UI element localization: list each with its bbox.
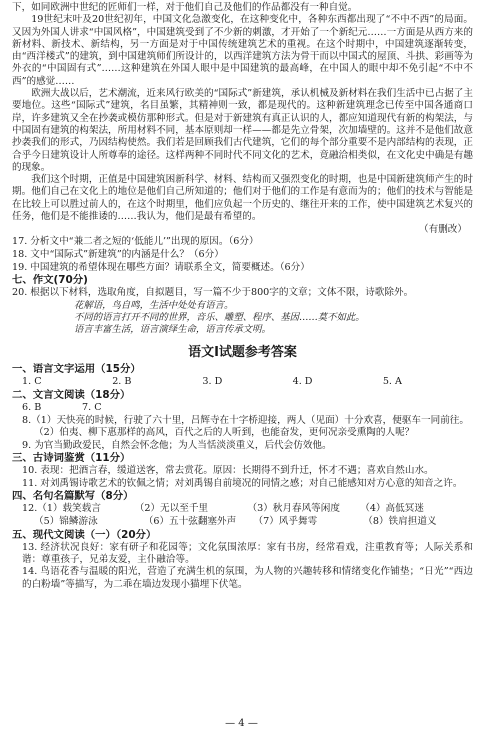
prompt-line: 不同的语言打开不同的世界，音乐、雕塑、程序、基因……莫不如此。 <box>74 311 365 323</box>
answer-item: （5）锦鳞游泳 <box>34 515 98 527</box>
section-heading-poetry: 三、古诗词鉴赏（11分） <box>12 452 131 465</box>
answer-row <box>22 503 473 516</box>
answer-item: （2）无以至千里 <box>134 502 209 514</box>
passage-paragraph: 19世纪末叶及20世纪初年，中国文化急激变化，在这种变化中，各种东西都出现了“不中不西”的局面。又因为外国人讲求“中国风格”，中国建筑受到了不少新的刺激，才开始了一个新纪元……一方面是从西方来的新材料、新技术、新结构，另一方面是对于中国传统建筑艺术的重视。在这个时期中，中国建筑逐渐转变，由“西洋楼式”的建筑，到中国建筑师们所设计的，以西洋建筑方法为骨干而以中国式的屋顶、斗拱、彩画等为外衣的“中国固有式”……这种建筑在外国人眼中是中国建筑的最高峰，在中国人的眼中却不免引起“不中不西”的感觉…… <box>12 14 473 87</box>
section-heading-classical: 二、文言文阅读（18分） <box>12 389 131 402</box>
section-heading-language: 一、语言文字运用（15分） <box>12 363 141 376</box>
passage-paragraph: 欧洲大战以后，艺术潮流，近来风行欧美的“国际式”新建筑，承认机械及新材料在我们生活中已占据了主要地位。这些“国际式”建筑，名目虽繁，其精神则一致，都是现代的。这种新建筑理念已传至中国各通商口岸，许多建筑又全在抄袭或模仿那种形式。但是对于新建筑有真正认识的人，都应知道现代有新的构架法，与中国固有建筑的构架法，所用材料不同，基本原则却一样——都是先立骨架，次加墙壁的。这并不是他们故意抄袭我们的形式，乃因结构使然。我们若是回顾我们古代建筑，它们的每个部分重要不是内部结构的表现，正合乎今日建筑设计人所尊奉的途径。这样两种不同时代不同文化的艺术，竟融洽相类似，在文化史中确是有趣的现象。 <box>12 88 473 173</box>
section-heading-essay: 七、作文(70分) <box>12 274 88 287</box>
answer-row <box>34 516 473 529</box>
answer-item: （6）五十弦翻塞外声 <box>143 515 237 527</box>
passage-paragraph: 下，如同欧洲中世纪的匠师们一样，对于他们自己及他们的作品都没有一种自觉。 <box>12 2 358 13</box>
answer-row <box>22 402 142 415</box>
answer-11: 11. 对刘禹锡诗歌艺术的钦佩之情；对刘禹锡自前境况的同情之感；对自己能感知对方心意的知音之许。 <box>22 477 463 489</box>
answer-8-2: （2）伯夷、柳下惠那样的高风，百代之后的人听到，也能奋发，更何况亲受熏陶的人呢？ <box>34 427 415 439</box>
answer-item: 2. B <box>112 376 132 388</box>
answer-row <box>22 376 473 389</box>
answer-item: 1. C <box>22 376 42 388</box>
answer-item: （7）风乎舞雩 <box>253 515 318 527</box>
answer-13: 13. 经济状况良好：家有研子和花园等；文化氛围浓厚：家有书房，经常看戏，注重教育等；人际关系和谐：尊重孩子，兄弟友爱，主仆融洽等。 <box>22 541 473 565</box>
answer-item: 4. D <box>292 376 313 388</box>
answer-item: 7. C <box>82 402 102 414</box>
page-number: — 4 — <box>225 718 258 729</box>
question-17: 17. 分析文中“兼二者之短的‘低能儿’”出现的原因。（6分） <box>12 236 259 248</box>
answer-item: 12.（1）载笑载言 <box>22 502 101 514</box>
passage-paragraph: 我们这个时期，正值是中国建筑困新科学、材料、结构而又强烈变化的时期，也是中国新建筑师产生的时期。他们自己在文化上的地位是他们自己所知道的；他们对于他们的工作是有意而为的；他们的技术与智能是在比较上可以胜过前人的，在这个时期里，他们应负起一个历史的、继往开来的工作，使中国建筑艺术复兴的任务，他们是不能推诿的……我认为，他们是最有希望的。 <box>12 174 473 223</box>
section-heading-modern-reading: 五、现代文阅读（一）（20分） <box>12 528 157 541</box>
answer-8-1: 8.（1）天快亮的时候，行驶了六十里，吕辉寺在十字桥迎接，两人（见面）十分欢喜，便驱车一同前往。 <box>22 414 469 426</box>
prompt-line: 语言丰富生活，语言演绎生命，语言传承文明。 <box>74 324 271 336</box>
prompt-line: 花解语，鸟自鸣，生活中处处有语言。 <box>74 299 234 311</box>
question-20: 20. 根据以下材料，选取角度，自拟题目，写一篇不少于800字的文章；文体不限，诗歌除外。 <box>12 287 414 299</box>
answer-item: （4）高低冥迷 <box>360 502 424 514</box>
question-19: 19. 中国建筑的希望体现在哪些方面？请联系全文，简要概述。（6分） <box>12 261 310 273</box>
answer-item: 3. D <box>202 376 223 388</box>
answer-item: （3）秋月春风等闲度 <box>247 502 340 514</box>
answer-key-title: 语文Ⅰ试题参考答案 <box>188 345 297 361</box>
answer-14: 14. 鸟语花香与温暖的阳光，营造了充满生机的氛围，为人物的兴趣转移和情绪变化作铺垫；“日光”“西边的白粉墙”等描写，为二乖在墙边发现小猫埋下伏笔。 <box>22 566 473 590</box>
answer-9: 9. 为官当勤政爱民，自然会怀念他；为人当恬淡淡重义，后代会仿效他。 <box>22 439 332 451</box>
answer-item: 5. A <box>382 376 402 388</box>
source-note: （有删改） <box>419 224 467 236</box>
section-heading-dictation: 四、名句名篇默写（8分） <box>12 489 134 502</box>
answer-item: （8）铁肩担道义 <box>363 515 437 527</box>
answer-10: 10. 表现：把酒言春，缓道送客，常去赏花。原因：长期得不到升迁，怀才不遇；喜欢自然山水。 <box>22 465 434 477</box>
question-18: 18. 文中“国际式”新建筑”的内涵是什么？（6分） <box>12 248 224 260</box>
answer-item: 6. B <box>22 402 42 414</box>
